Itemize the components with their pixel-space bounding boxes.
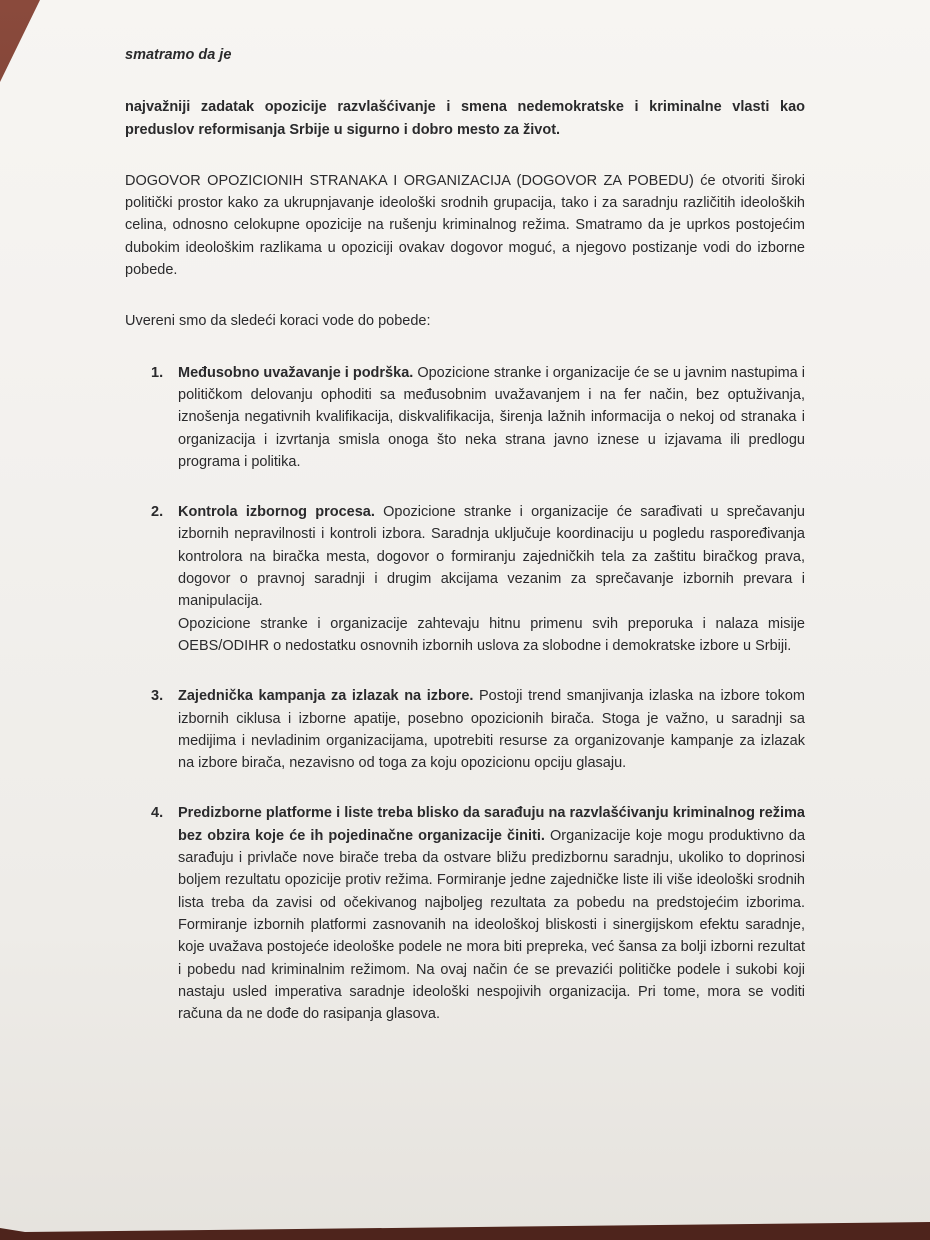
- item-number: 3.: [151, 688, 164, 705]
- item-title: Međusobno uvažavanje i podrška.: [178, 364, 414, 381]
- list-item: [125, 362, 805, 473]
- steps-intro: Uvereni smo da sledeći koraci vode do pobede:: [125, 313, 431, 330]
- item-text: Opozicione stranke i organizacije će sarađivati u sprečavanju izbornih nepravilnosti i kontroli izbora. Saradnja uključuje koordinaciju u pogledu raspoređivanja kontrolora na biračka mesta, dogovor o formiranju zajedničkih tela za zaštitu biračkog prava, dogovor o pravnoj saradnji i drugim akcijama vezanim za sprečavanje izbornih prevara i manipulacija.: [178, 504, 805, 610]
- item-number: 1.: [151, 364, 164, 381]
- item-number: 2.: [151, 504, 164, 521]
- list-item: [125, 685, 805, 774]
- item-text: Opozicione stranke i organizacije će se u javnim nastupima i političkom delovanju ophoditi sa međusobnim uvažavanjem i na fer način, bez optuživanja, iznošenja negativnih kvalifikacija, diskvalifikacija, širenja lažnih informacija o nekoj od stranaka i organizacija i izvrtanja smisla onoga što neka strana javno iznese u izjavama ili predlogu programa i politika.: [178, 364, 806, 470]
- item-text: Organizacije koje mogu produktivno da sarađuju i privlače nove birače treba da ostvare bližu predizbornu saradnju, ukoliko to doprinosi boljem rezultatu opozicije protiv režima. Formiranje jedne zajedničke liste ili više ideološki srodnih lista treba da zavisi od očekivanog najboljeg rezultata za pobedu na predstojećim izborima. Formiranje izbornih platformi zasnovanih na ideološkoj bliskosti i sinergijskom efektu saradnje, koje uvažava postojeće ideološke podele ne mora biti prepreka, već šansa za bolji izborni rezultat i pobedu nad kriminalnim režimom. Na ovaj način će se prevazići političke podele i sukobi koji nastaju usled imperativa saradnje ideološki nespojivih organizacija. Pri tome, mora se voditi računa da ne dođe do rasipanja glasova.: [178, 827, 806, 1023]
- list-item: [125, 802, 805, 1025]
- lead-statement: najvažniji zadatak opozicije razvlašćivanje i smena nedemokratske i kriminalne vlasti kao preduslov reformisanja Srbije u sigurno i dobro mesto za život.: [125, 99, 805, 138]
- item-title: Zajednička kampanja za izlazak na izbore.: [178, 688, 474, 705]
- list-item: [125, 501, 805, 657]
- item-text: Postoji trend smanjivanja izlaska na izbore tokom izbornih ciklusa i izborne apatije, posebno opozicionih birača. Stoga je važno, u saradnji sa medijima i nevladinim organizacijama, upotrebiti resurse za organizovanje kampanje za izlazak na izbore birača, nezavisno od toga za koju opozicionu opciju glasaju.: [178, 688, 805, 772]
- item-title: Kontrola izbornog procesa.: [178, 504, 375, 521]
- steps-list: [125, 362, 805, 1026]
- item-title: Predizborne platforme i liste treba blisko da sarađuju na razvlašćivanju kriminalnog režima bez obzira koje će ih pojedinačne organizacije činiti.: [178, 805, 805, 844]
- agreement-paragraph: DOGOVOR OPOZICIONIH STRANAKA I ORGANIZACIJA (DOGOVOR ZA POBEDU) će otvoriti široki politički prostor kako za ukrupnjavanje ideološki srodnih grupacija, tako i za saradnju različitih ideoloških celina, odnosno celokupne opozicije na rušenju kriminalnog režima. Smatramo da je uprkos postojećim dubokim ideološkim razlikama u opoziciji ovakav dogovor moguć, a njegovo postizanje vodi do izborne pobede.: [125, 172, 805, 279]
- item-text-continued: Opozicione stranke i organizacije zahtevaju hitnu primenu svih preporuka i nalaza misije OEBS/ODIHR o nedostatku osnovnih izbornih uslova za slobodne i demokratske izbore u Srbiji.: [178, 615, 805, 654]
- intro-line: smatramo da je: [125, 47, 232, 63]
- item-number: 4.: [151, 805, 164, 822]
- document-body: [125, 44, 805, 1053]
